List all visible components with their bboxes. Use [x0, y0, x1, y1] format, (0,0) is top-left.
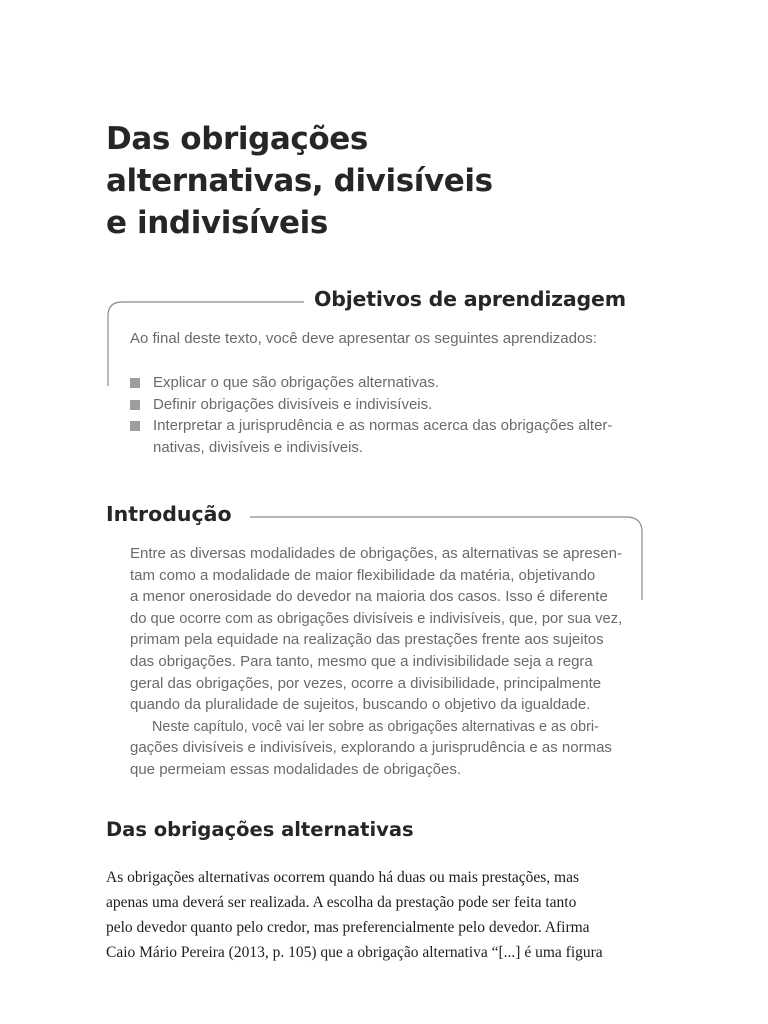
paragraph-line: As obrigações alternativas ocorrem quando há duas ou mais prestações, mas — [106, 869, 580, 886]
list-item-text: Definir obrigações divisíveis e indivisíveis. — [153, 395, 433, 413]
paragraph-line: Caio Mário Pereira (2013, p. 105) que a obrigação alternativa “[...] é uma figura — [106, 944, 603, 961]
objectives-list — [130, 372, 622, 458]
paragraph-line: quando da pluralidade de sujeitos, buscando o objetivo da igualdade. — [130, 696, 591, 714]
paragraph-line: das obrigações. Para tanto, mesmo que a indivisibilidade seja a regra — [130, 652, 593, 670]
paragraph-line: Entre as diversas modalidades de obrigações, as alternativas se apresen- — [130, 545, 622, 562]
paragraph-line: geral das obrigações, por vezes, ocorre a divisibilidade, principalmente — [130, 674, 602, 692]
objectives-heading: Objetivos de aprendizagem — [314, 287, 626, 311]
paragraph-line: Neste capítulo, você vai ler sobre as obrigações alternativas e as obri- — [152, 717, 599, 735]
introduction-body — [130, 543, 622, 781]
paragraph-line: pelo devedor quanto pelo credor, mas preferencialmente pelo devedor. Afirma — [106, 919, 590, 936]
introduction-heading: Introdução — [106, 502, 232, 526]
paragraph-line: primam pela equidade na realização das prestações frente aos sujeitos — [130, 631, 604, 649]
section-body — [106, 865, 643, 965]
square-bullet-icon — [130, 400, 140, 410]
paragraph-line: a menor onerosidade do devedor na maioria dos casos. Isso é diferente — [130, 588, 608, 606]
list-item-text: Explicar o que são obrigações alternativas. — [153, 374, 439, 391]
paragraph-line: tam como a modalidade de maior flexibilidade da matéria, objetivando — [130, 566, 596, 584]
list-item-text: Interpretar a jurisprudência e as normas acerca das obrigações alter- — [153, 417, 613, 434]
chapter-title-line: alternativas, divisíveis — [106, 163, 493, 199]
list-item — [130, 372, 622, 394]
chapter-title-line: Das obrigações — [106, 121, 368, 157]
square-bullet-icon — [130, 378, 140, 388]
chapter-title-line: e indivisíveis — [106, 205, 328, 241]
paragraph-line: gações divisíveis e indivisíveis, explorando a jurisprudência e as normas — [130, 739, 612, 757]
paragraph-line: do que ocorre com as obrigações divisíveis e indivisíveis, que, por sua vez, — [130, 609, 623, 627]
list-item-text: nativas, divisíveis e indivisíveis. — [153, 438, 364, 456]
square-bullet-icon — [130, 421, 140, 431]
list-item — [130, 415, 622, 458]
paragraph-line: apenas uma deverá ser realizada. A escolha da prestação pode ser feita tanto — [106, 894, 577, 911]
paragraph-line: que permeiam essas modalidades de obrigações. — [130, 760, 462, 778]
section-heading: Das obrigações alternativas — [106, 818, 414, 841]
objectives-intro: Ao final deste texto, você deve apresentar os seguintes aprendizados: — [130, 330, 597, 347]
chapter-title — [106, 118, 666, 244]
list-item — [130, 394, 622, 416]
